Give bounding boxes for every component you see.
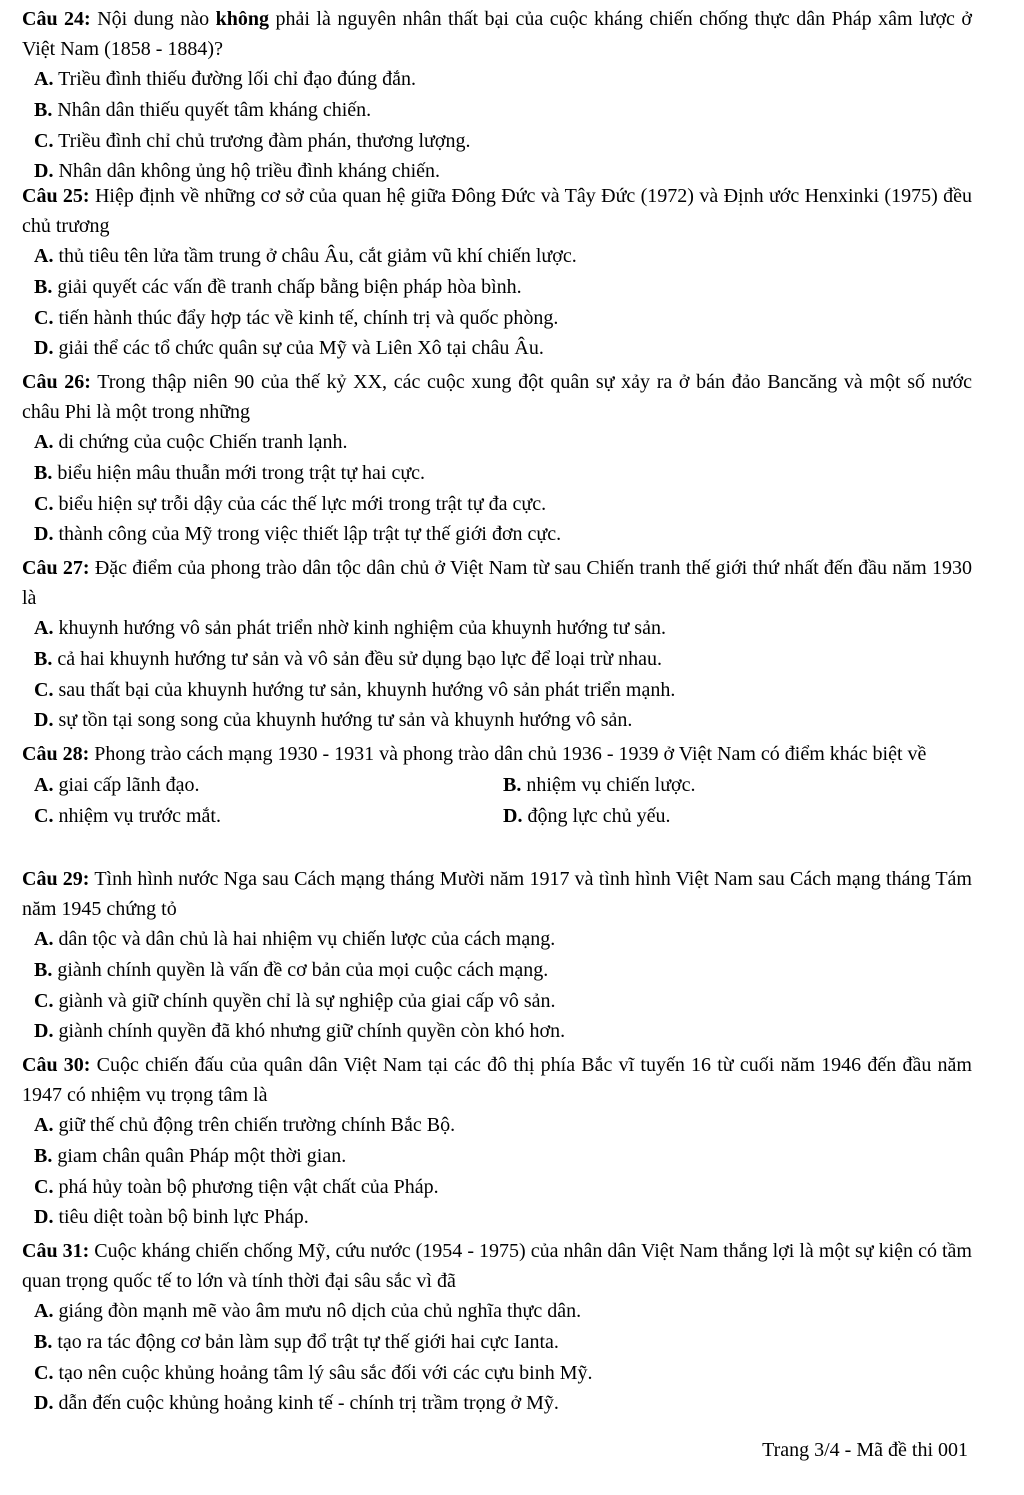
option-c (34, 986, 972, 1017)
option-text: giam chân quân Pháp một thời gian. (52, 1144, 347, 1167)
option-letter: A. (34, 617, 54, 639)
option-letter: B. (34, 98, 53, 121)
option-text: nhiệm vụ trước mắt. (53, 805, 221, 827)
question-stem-text: Trong thập niên 90 của thế kỷ XX, các cuộc xung đột quân sự xảy ra ở bán đảo Bancăng và một số nước châu Phi là một trong những (22, 371, 972, 423)
option-letter: A. (34, 1300, 54, 1322)
option-letter: D. (34, 1392, 54, 1415)
page-footer: Trang 3/4 - Mã đề thi 001 (762, 1439, 968, 1461)
question-stem (22, 1051, 972, 1110)
question-number: Câu 28: (22, 743, 90, 765)
question-number: Câu 27: (22, 557, 90, 579)
option-text: sau thất bại của khuynh hướng tư sản, khuynh hướng vô sản phát triển mạnh. (53, 678, 676, 701)
option-d (503, 801, 972, 833)
option-letter: B. (34, 1144, 53, 1167)
option-text: dẫn đến cuộc khủng hoảng kinh tế - chính trị trầm trọng ở Mỹ. (53, 1392, 559, 1415)
option-b (34, 644, 972, 675)
option-letter: B. (34, 958, 53, 981)
option-text: giành chính quyền đã khó nhưng giữ chính quyền còn khó hơn. (53, 1020, 566, 1043)
option-b (34, 458, 972, 489)
option-letter: C. (34, 989, 54, 1012)
option-letter: D. (503, 805, 523, 827)
option-c (34, 1358, 972, 1389)
option-text: giải thể các tổ chức quân sự của Mỹ và Liên Xô tại châu Âu. (53, 337, 544, 360)
option-a (34, 427, 972, 458)
option-c (34, 1172, 972, 1203)
option-letter: A. (34, 1114, 54, 1136)
question-stem-text: phải là nguyên nhân thất bại của cuộc kháng chiến chống thực dân Pháp xâm lược ở Việt Nam (1858 - 1884)? (22, 8, 972, 60)
option-text: dân tộc và dân chủ là hai nhiệm vụ chiến lược của cách mạng. (53, 928, 556, 950)
question-31 (22, 1237, 972, 1419)
option-letter: A. (34, 245, 54, 267)
option-a (34, 613, 972, 644)
option-letter: A. (34, 431, 54, 453)
option-letter: A. (34, 68, 54, 90)
question-number: Câu 31: (22, 1240, 90, 1262)
question-number: Câu 25: (22, 185, 90, 207)
option-d (34, 705, 972, 736)
question-stem-emphasis: không (215, 8, 269, 30)
option-a (34, 241, 972, 272)
option-c (34, 801, 503, 833)
question-24 (22, 5, 972, 187)
question-stem (22, 554, 972, 613)
option-text: Nhân dân không ủng hộ triều đình kháng chiến. (53, 160, 441, 183)
option-letter: C. (34, 129, 54, 152)
question-stem (22, 368, 972, 427)
option-letter: A. (34, 773, 54, 796)
option-b (503, 770, 972, 802)
option-letter: C. (34, 805, 54, 827)
question-stem-text: Phong trào cách mạng 1930 - 1931 và phong trào dân chủ 1936 - 1939 ở Việt Nam có điểm khác biệt về (89, 743, 927, 765)
option-c (34, 489, 972, 520)
question-stem (22, 182, 972, 241)
option-c (34, 126, 972, 157)
option-letter: B. (503, 773, 522, 796)
option-text: sự tồn tại song song của khuynh hướng tư sản và khuynh hướng vô sản. (53, 709, 633, 732)
option-text: Nhân dân thiếu quyết tâm kháng chiến. (52, 98, 372, 121)
option-letter: B. (34, 1330, 53, 1353)
option-text: thành công của Mỹ trong việc thiết lập trật tự thế giới đơn cực. (53, 523, 562, 546)
option-letter: D. (34, 523, 54, 546)
option-text: cả hai khuynh hướng tư sản và vô sản đều sử dụng bạo lực để loại trừ nhau. (52, 647, 662, 670)
question-stem (22, 1237, 972, 1296)
question-27 (22, 554, 972, 736)
option-letter: D. (34, 709, 54, 732)
question-28 (22, 740, 972, 833)
option-a (34, 64, 972, 95)
option-text: phá hủy toàn bộ phương tiện vật chất của Pháp. (53, 1175, 439, 1198)
option-c (34, 303, 972, 334)
option-letter: B. (34, 461, 53, 484)
question-stem (22, 865, 972, 924)
option-text: giáng đòn mạnh mẽ vào âm mưu nô dịch của chủ nghĩa thực dân. (53, 1300, 582, 1322)
question-number: Câu 29: (22, 868, 90, 890)
option-text: giành và giữ chính quyền chỉ là sự nghiệp của giai cấp vô sản. (53, 989, 556, 1012)
option-a (34, 1110, 972, 1141)
option-letter: D. (34, 1020, 54, 1043)
option-letter: B. (34, 275, 53, 298)
option-row (34, 801, 972, 833)
option-letter: C. (34, 1175, 54, 1198)
option-text: Triều đình chỉ chủ trương đàm phán, thương lượng. (53, 129, 471, 152)
option-text: biểu hiện mâu thuẫn mới trong trật tự hai cực. (52, 461, 426, 484)
question-number: Câu 30: (22, 1054, 91, 1076)
option-text: giữ thế chủ động trên chiến trường chính Bắc Bộ. (53, 1114, 456, 1136)
option-text: Triều đình thiếu đường lối chỉ đạo đúng đắn. (53, 68, 416, 90)
option-b (34, 1141, 972, 1172)
option-text: tiến hành thúc đẩy hợp tác về kinh tế, chính trị và quốc phòng. (53, 306, 559, 329)
option-a (34, 770, 503, 802)
option-letter: C. (34, 492, 54, 515)
question-26 (22, 368, 972, 550)
question-stem-text: Cuộc chiến đấu của quân dân Việt Nam tại các đô thị phía Bắc vĩ tuyến 16 từ cuối năm 1946 đến đầu năm 1947 có nhiệm vụ trọng tâm là (22, 1054, 972, 1106)
option-letter: D. (34, 160, 54, 183)
option-letter: D. (34, 337, 54, 360)
option-text: giành chính quyền là vấn đề cơ bản của mọi cuộc cách mạng. (52, 958, 549, 981)
option-text: nhiệm vụ chiến lược. (521, 773, 696, 796)
option-text: thủ tiêu tên lửa tầm trung ở châu Âu, cắt giảm vũ khí chiến lược. (53, 245, 577, 267)
question-30 (22, 1051, 972, 1233)
option-text: khuynh hướng vô sản phát triển nhờ kinh nghiệm của khuynh hướng tư sản. (53, 617, 666, 639)
option-text: tiêu diệt toàn bộ binh lực Pháp. (53, 1206, 309, 1229)
question-stem-text: Tình hình nước Nga sau Cách mạng tháng Mười năm 1917 và tình hình Việt Nam sau Cách mạng tháng Tám năm 1945 chứng tỏ (22, 868, 972, 920)
option-text: tạo nên cuộc khủng hoảng tâm lý sâu sắc đối với các cựu binh Mỹ. (53, 1361, 593, 1384)
question-stem (22, 740, 972, 770)
option-text: di chứng của cuộc Chiến tranh lạnh. (53, 431, 348, 453)
question-stem-text: Hiệp định về những cơ sở của quan hệ giữa Đông Đức và Tây Đức (1972) và Định ước Henxinki (1975) đều chủ trương (22, 185, 972, 237)
question-stem-text: Đặc điểm của phong trào dân tộc dân chủ ở Việt Nam từ sau Chiến tranh thế giới thứ nhất đến đầu năm 1930 là (22, 557, 972, 609)
option-d (34, 519, 972, 550)
option-text: động lực chủ yếu. (522, 805, 671, 827)
option-b (34, 955, 972, 986)
option-text: tạo ra tác động cơ bản làm sụp đổ trật tự thế giới hai cực Ianta. (52, 1330, 559, 1353)
option-letter: C. (34, 1361, 54, 1384)
option-d (34, 1016, 972, 1047)
question-stem-text: Nội dung nào (90, 8, 216, 30)
option-c (34, 675, 972, 706)
option-letter: D. (34, 1206, 54, 1229)
question-stem-text: Cuộc kháng chiến chống Mỹ, cứu nước (1954 - 1975) của nhân dân Việt Nam thắng lợi là một sự kiện có tầm quan trọng quốc tế to lớn và tính thời đại sâu sắc vì đã (22, 1240, 972, 1292)
option-b (34, 95, 972, 126)
question-number: Câu 24: (22, 8, 91, 30)
option-a (34, 1296, 972, 1327)
option-d (34, 1388, 972, 1419)
question-25 (22, 182, 972, 364)
question-stem (22, 5, 972, 64)
option-d (34, 1202, 972, 1233)
option-letter: C. (34, 678, 54, 701)
option-text: giải quyết các vấn đề tranh chấp bằng biện pháp hòa bình. (52, 275, 522, 298)
option-row (34, 770, 972, 802)
question-number: Câu 26: (22, 371, 91, 393)
option-b (34, 272, 972, 303)
option-b (34, 1327, 972, 1358)
question-29 (22, 865, 972, 1047)
option-text: biểu hiện sự trỗi dậy của các thế lực mới trong trật tự đa cực. (53, 492, 547, 515)
option-d (34, 333, 972, 364)
option-letter: B. (34, 647, 53, 670)
option-letter: C. (34, 306, 54, 329)
option-letter: A. (34, 928, 54, 950)
option-text: giai cấp lãnh đạo. (53, 773, 200, 796)
option-a (34, 924, 972, 955)
